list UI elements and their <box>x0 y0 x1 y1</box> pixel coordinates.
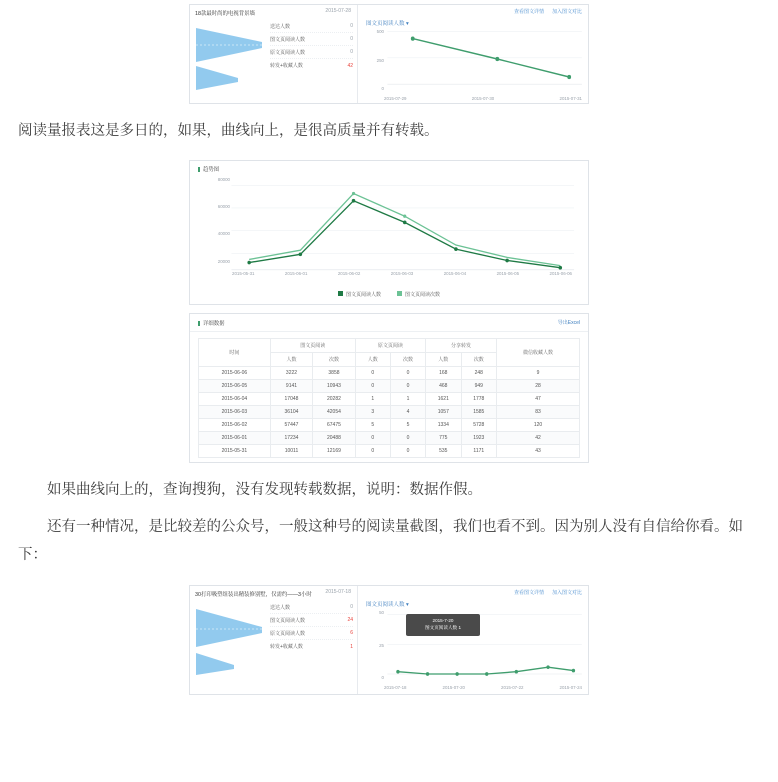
cell: 17234 <box>270 431 312 444</box>
cell: 1171 <box>461 444 496 457</box>
metric-label: 送达人数 <box>270 23 291 30</box>
chart-svg <box>362 29 584 101</box>
cell: 535 <box>426 444 461 457</box>
funnel-graphic <box>194 603 266 675</box>
metric-label: 送达人数 <box>270 604 291 611</box>
list-item <box>270 46 353 59</box>
cell: 10011 <box>270 444 312 457</box>
cell: 0 <box>355 379 390 392</box>
section-title: 详细数据 导出Excel <box>190 314 588 332</box>
metric-selector[interactable]: 图文页阅读人数 ▾ <box>366 602 409 609</box>
cell: 1923 <box>461 431 496 444</box>
paragraph-1: 阅读量报表这是多日的，如果，曲线向上，是很高质量并有转载。 <box>18 123 439 139</box>
add-compare-link[interactable]: 加入图文对比 <box>551 9 582 15</box>
trend-panel <box>358 586 588 694</box>
cell: 42 <box>497 431 580 444</box>
list-item <box>270 20 353 33</box>
cell: 36104 <box>270 405 312 418</box>
funnel-panel <box>190 586 358 694</box>
cell: 3222 <box>270 366 312 379</box>
cell: 17048 <box>270 392 312 405</box>
cell: 3858 <box>313 366 355 379</box>
metric-label: 转发+收藏人数 <box>270 63 303 69</box>
metric-label: 转发+收藏人数 <box>270 644 303 651</box>
cell: 5728 <box>461 418 496 431</box>
col-favorite: 微信收藏人数 <box>497 338 580 366</box>
section-title: 趋势图 <box>190 161 588 173</box>
x-axis-ticks: 2015-05-31 2015-06-01 2015-06-02 2015-06-03 2015-06-04 2015-06-05 2015-06-06 <box>232 270 572 276</box>
view-detail-link[interactable]: 查看图文详情 <box>513 9 544 15</box>
y-axis-ticks: 500 250 0 <box>376 29 384 91</box>
metric-value: 0 <box>350 36 353 42</box>
list-item <box>270 627 353 640</box>
cell: 47 <box>497 392 580 405</box>
cell: 0 <box>355 366 390 379</box>
table-row <box>198 392 579 405</box>
cell: 28 <box>497 379 580 392</box>
metric-label: 原文页阅读人数 <box>270 49 306 56</box>
metric-value: 1 <box>350 643 353 650</box>
cell: 4 <box>390 405 425 418</box>
table-header-group-row <box>198 338 579 352</box>
cell: 0 <box>390 366 425 379</box>
chevron-down-icon: ▾ <box>406 21 409 27</box>
chart-legend <box>190 291 588 298</box>
subcol: 次数 <box>461 352 496 366</box>
metric-value: 42 <box>347 62 353 69</box>
metric-value: 0 <box>350 23 353 29</box>
cell: 0 <box>390 431 425 444</box>
cell: 0 <box>390 379 425 392</box>
list-item <box>270 640 353 653</box>
cell: 1585 <box>461 405 496 418</box>
article-date: 2015-07-28 <box>325 8 351 14</box>
metric-value: 0 <box>350 49 353 55</box>
list-item <box>270 59 353 72</box>
y-axis-ticks: 80000 60000 40000 20000 <box>217 176 230 264</box>
x-axis-ticks: 2015-07-29 2015-07-30 2015-07-31 <box>384 96 582 101</box>
cell: 43 <box>497 444 580 457</box>
paragraph-3: 还有一种情况，是比较差的公众号，一般这种号的阅读量截图，我们也看不到。因为别人没有自信给你看。如下： <box>18 519 743 563</box>
cell: 20282 <box>313 392 355 405</box>
chart-tooltip <box>406 614 480 636</box>
cell: 5 <box>390 418 425 431</box>
cell: 2015-06-01 <box>198 431 270 444</box>
cell: 1 <box>355 392 390 405</box>
trend-chart-card <box>189 160 589 305</box>
table-row <box>198 405 579 418</box>
cell: 248 <box>461 366 496 379</box>
title-accent-bar <box>198 321 200 326</box>
cell: 0 <box>355 431 390 444</box>
cell: 9 <box>497 366 580 379</box>
cell: 468 <box>426 379 461 392</box>
article-title: 18款最时尚的电视背景墙 <box>195 11 255 17</box>
subcol: 人数 <box>270 352 312 366</box>
view-detail-link[interactable]: 查看图文详情 <box>513 590 544 597</box>
subcol: 次数 <box>390 352 425 366</box>
metric-label: 图文页阅读人数 <box>270 617 306 624</box>
subcol: 人数 <box>355 352 390 366</box>
add-compare-link[interactable]: 加入图文对比 <box>551 590 582 597</box>
tooltip-metric: 图文页阅读人数 1 <box>424 625 461 631</box>
chevron-down-icon: ▾ <box>406 602 409 609</box>
table-row <box>198 366 579 379</box>
line-chart-top <box>362 29 584 101</box>
cell: 10943 <box>313 379 355 392</box>
line-chart-trend <box>196 175 578 278</box>
paragraph-2: 如果曲线向上的，查询搜狗，没有发现转载数据，说明：数据作假。 <box>47 481 482 498</box>
cell: 2015-05-31 <box>198 444 270 457</box>
wechat-article-stat-card-bottom <box>189 585 589 695</box>
funnel-metric-list <box>266 601 353 675</box>
cell: 2015-06-02 <box>198 418 270 431</box>
cell: 42054 <box>313 405 355 418</box>
title-accent-bar <box>198 167 200 172</box>
legend-item[interactable]: 图文页阅读人数 <box>338 291 381 298</box>
y-axis-ticks: 50 25 0 <box>379 610 384 681</box>
metric-value: 6 <box>350 630 353 637</box>
cell: 2015-06-04 <box>198 392 270 405</box>
article-title: 30打印吸塑组装出精装修别墅，仅需约——3小时 <box>195 592 312 599</box>
list-item <box>270 614 353 627</box>
metric-label: 原文页阅读人数 <box>270 630 306 637</box>
cell: 2015-06-03 <box>198 405 270 418</box>
chart-svg <box>196 175 578 278</box>
legend-item[interactable]: 图文页阅读次数 <box>397 291 440 298</box>
cell: 775 <box>426 431 461 444</box>
table-row <box>198 431 579 444</box>
cell: 20488 <box>313 431 355 444</box>
metric-value: 0 <box>350 604 353 611</box>
cell: 9141 <box>270 379 312 392</box>
cell: 83 <box>497 405 580 418</box>
screenshot-top-wrapper <box>0 0 778 104</box>
cell: 12169 <box>313 444 355 457</box>
x-axis-ticks: 2015-07-18 2015-07-20 2015-07-22 2015-07-24 <box>384 685 582 691</box>
subcol: 人数 <box>426 352 461 366</box>
col-time: 时间 <box>198 338 270 366</box>
metric-selector[interactable]: 图文页阅读人数 ▾ <box>366 21 409 27</box>
cell: 1334 <box>426 418 461 431</box>
cell: 1621 <box>426 392 461 405</box>
cell: 949 <box>461 379 496 392</box>
cell: 1778 <box>461 392 496 405</box>
funnel-panel <box>190 5 358 103</box>
table-row <box>198 379 579 392</box>
col-share: 分享转发 <box>426 338 497 352</box>
trend-panel <box>358 5 588 103</box>
cell: 1057 <box>426 405 461 418</box>
table-row <box>198 418 579 431</box>
cell: 5 <box>355 418 390 431</box>
metric-label: 图文页阅读人数 <box>270 36 306 43</box>
funnel-metric-list <box>266 20 353 94</box>
col-article-read: 图文页阅读 <box>270 338 355 352</box>
table-row <box>198 444 579 457</box>
cell: 2015-06-05 <box>198 379 270 392</box>
cell: 67475 <box>313 418 355 431</box>
cell: 120 <box>497 418 580 431</box>
cell: 0 <box>355 444 390 457</box>
data-table <box>198 338 580 458</box>
wechat-article-stat-card-top <box>189 4 589 104</box>
list-item <box>270 601 353 614</box>
subcol: 次数 <box>313 352 355 366</box>
export-excel-link[interactable]: 导出Excel <box>557 319 580 326</box>
cell: 3 <box>355 405 390 418</box>
cell: 57447 <box>270 418 312 431</box>
tooltip-date: 2015-7-20 <box>432 618 454 624</box>
cell: 2015-06-06 <box>198 366 270 379</box>
table-body <box>198 366 579 457</box>
metric-value: 24 <box>347 617 353 624</box>
cell: 0 <box>390 444 425 457</box>
list-item <box>270 33 353 46</box>
cell: 1 <box>390 392 425 405</box>
cell: 168 <box>426 366 461 379</box>
funnel-graphic <box>194 22 266 94</box>
detail-data-table-card <box>189 313 589 463</box>
col-original-read: 原文页阅读 <box>355 338 425 352</box>
article-date: 2015-07-18 <box>325 589 351 596</box>
